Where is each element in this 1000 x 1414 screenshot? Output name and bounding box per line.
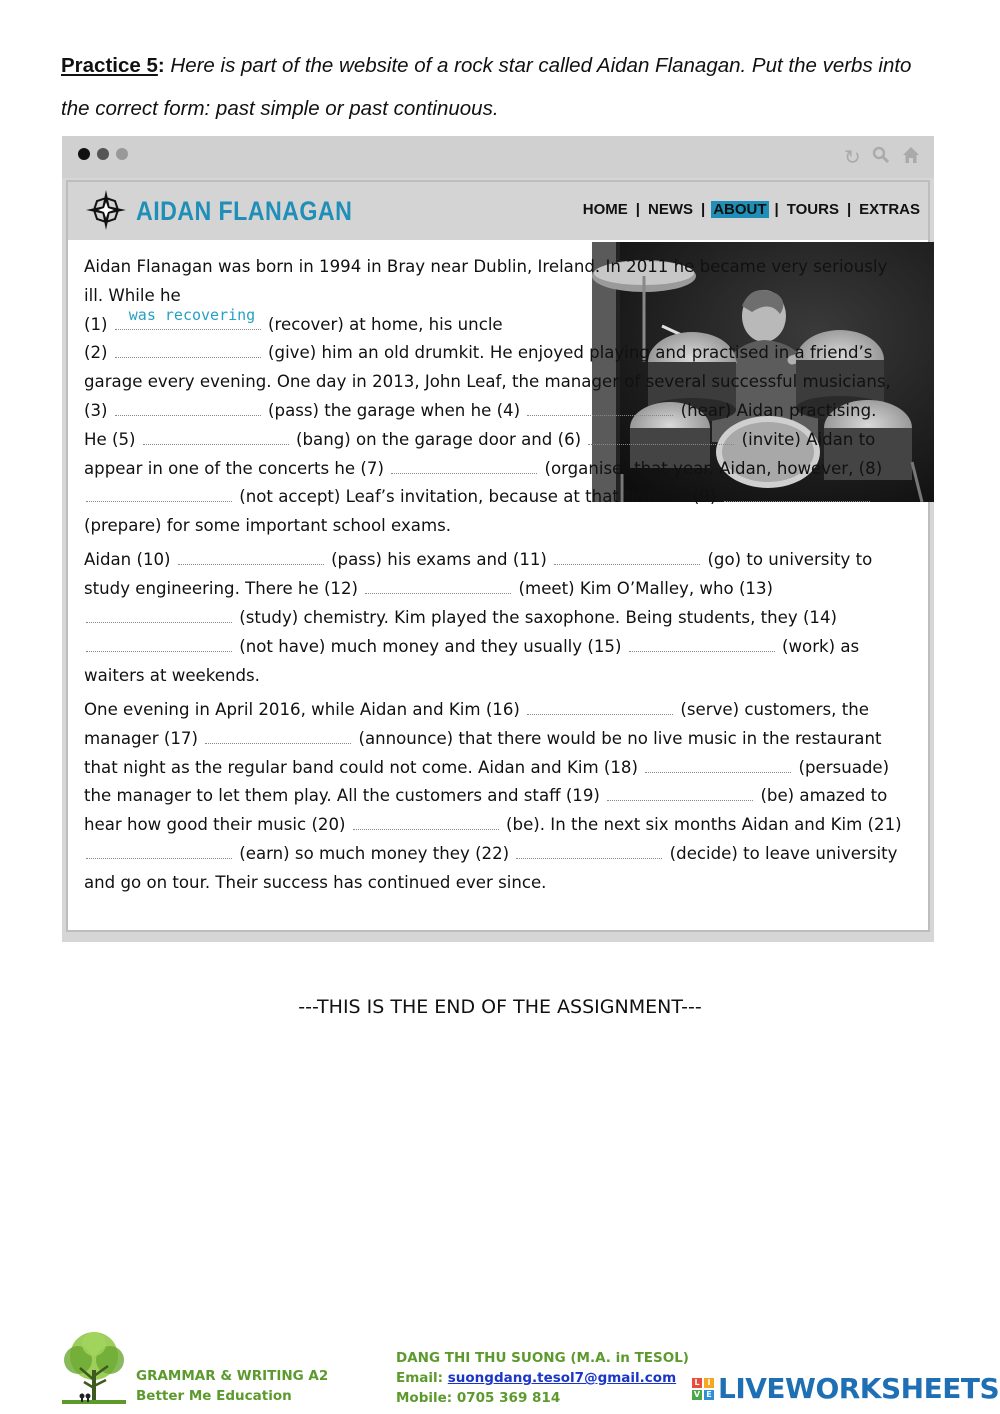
practice-colon: :	[157, 54, 165, 77]
email-label: Email:	[396, 1370, 448, 1386]
nav-about[interactable]: ABOUT	[713, 201, 767, 218]
text: (decide) to leave university and go on tour. Their success has continued ever since.	[84, 843, 898, 892]
text: (be). In the next six months Aidan and Kim	[500, 815, 868, 835]
blank-number: (10)	[136, 550, 176, 570]
text: Aidan	[84, 550, 137, 570]
article-body	[84, 253, 904, 898]
mobile-line: Mobile: 0705 369 814	[396, 1390, 561, 1406]
text: (pass) his exams and	[325, 550, 513, 570]
site-brand[interactable]: AIDAN FLANAGAN	[136, 196, 353, 226]
text: Aidan Flanagan was born in 1994 in Bray near Dublin, Ireland. In 2011 he became very seriously ill. While he	[84, 257, 888, 305]
home-icon[interactable]	[902, 145, 920, 171]
text: One evening in April 2016, while Aidan and Kim	[84, 699, 486, 719]
text: (meet) Kim O’Malley, who	[513, 579, 739, 599]
answer-blank-16[interactable]	[527, 700, 673, 715]
email-line	[396, 1368, 689, 1388]
text: (organise) that year. Aidan, however,	[539, 458, 859, 478]
answer-blank-2[interactable]	[115, 343, 261, 358]
text: (hear) Aidan practising. He	[84, 400, 877, 449]
blank-number: (21)	[867, 815, 902, 835]
text: (give) him an old drumkit. He enjoyed playing and practised in a friend’s garage every evening. One day in 2013, John Leaf, the manager of several successful musicians,	[84, 343, 891, 392]
tile-i: I	[704, 1378, 714, 1388]
blank-number: (20)	[311, 815, 351, 835]
text: (serve) customers, the manager	[84, 699, 869, 748]
text: (go) to university to study engineering. There he	[84, 550, 873, 599]
text: (announce) that there would be no live music in the restaurant that night as the regular band could not come. Aidan and Kim	[84, 728, 882, 777]
text: (study) chemistry. Kim played the saxophone. Being students, they	[234, 608, 803, 628]
blank-number: (17)	[163, 728, 204, 748]
blank-number: (22)	[475, 843, 515, 863]
text: (not have) much money and they usually	[234, 636, 588, 656]
paragraph-1	[84, 253, 904, 541]
window-dot-close[interactable]	[78, 148, 90, 160]
nav-separator: |	[774, 201, 779, 218]
text: (persuade) the manager to let them play. All the customers and staff	[84, 757, 890, 806]
nav-extras[interactable]: EXTRAS	[859, 201, 920, 218]
tree-logo-icon	[58, 1330, 130, 1408]
instructions-text: Here is part of the website of a rock star called Aidan Flanagan. Put the verbs into the correct form: past simple or past continuous.	[61, 54, 912, 120]
footer-course	[136, 1366, 328, 1406]
answer-blank-21[interactable]	[86, 844, 232, 859]
tile-e: E	[704, 1390, 714, 1400]
practice-label: Practice 5	[61, 54, 158, 77]
answer-blank-8[interactable]	[86, 487, 232, 502]
text: (prepare) for some important school exams.	[84, 516, 452, 536]
text: (bang) on the garage door and	[290, 429, 558, 449]
answer-blank-4[interactable]	[527, 401, 673, 416]
answer-blank-14[interactable]	[86, 637, 232, 652]
blank-number: (6)	[557, 429, 587, 449]
star-icon	[84, 188, 128, 232]
text: (recover) at home, his uncle	[262, 314, 503, 334]
answer-blank-11[interactable]	[554, 550, 700, 565]
site-header	[68, 182, 928, 240]
instructions	[61, 44, 941, 130]
nav-separator: |	[700, 201, 706, 218]
nav-tours[interactable]: TOURS	[786, 201, 839, 218]
answer-blank-1[interactable]	[115, 305, 261, 330]
blank-number: (19)	[565, 786, 606, 806]
answer-blank-19[interactable]	[607, 786, 753, 801]
answer-text-1[interactable]: was recovering	[128, 305, 256, 324]
window-dot-maximize[interactable]	[116, 148, 128, 160]
text: (not accept) Leaf’s invitation, because at that time he	[234, 487, 693, 507]
blank-number: (2)	[84, 343, 113, 363]
answer-blank-10[interactable]	[178, 550, 324, 565]
nav-home[interactable]: HOME	[582, 201, 628, 218]
nav-news[interactable]: NEWS	[647, 201, 693, 218]
text: (invite) Aidan to appear in one of the concerts he	[84, 429, 876, 478]
search-icon[interactable]	[872, 145, 890, 171]
blank-number: (7)	[360, 458, 390, 478]
footer-contact	[396, 1348, 689, 1408]
blank-number: (14)	[802, 608, 838, 628]
author-name: DANG THI THU SUONG (M.A. in TESOL)	[396, 1350, 689, 1366]
nav-separator: |	[635, 201, 640, 218]
liveworksheets-word: LIVEWORKSHEETS	[718, 1372, 1000, 1405]
tile-v: V	[693, 1389, 701, 1399]
window-dot-minimize[interactable]	[97, 148, 109, 160]
nav-separator: |	[846, 201, 852, 218]
blank-number: (1)	[84, 314, 113, 334]
answer-blank-22[interactable]	[516, 844, 662, 859]
answer-blank-17[interactable]	[205, 729, 351, 744]
end-of-assignment: ---THIS IS THE END OF THE ASSIGNMENT---	[298, 996, 702, 1018]
answer-blank-5[interactable]	[143, 430, 289, 445]
website-page	[66, 180, 930, 932]
answer-blank-6[interactable]	[588, 430, 734, 445]
text: (earn) so much money they	[234, 843, 476, 863]
answer-blank-20[interactable]	[353, 815, 499, 830]
blank-number: (16)	[485, 699, 526, 719]
answer-blank-12[interactable]	[365, 579, 511, 594]
paragraph-2	[84, 546, 904, 690]
blank-number: (3)	[84, 400, 113, 420]
blank-number: (5)	[111, 429, 141, 449]
blank-number: (12)	[323, 579, 364, 599]
school-name: Better Me Education	[136, 1388, 292, 1404]
blank-number: (11)	[512, 550, 553, 570]
blank-number: (4)	[496, 400, 526, 420]
answer-blank-18[interactable]	[645, 758, 791, 773]
answer-blank-3[interactable]	[115, 401, 261, 416]
paragraph-3	[84, 696, 904, 898]
answer-blank-15[interactable]	[629, 637, 775, 652]
text: (work) as waiters at weekends.	[84, 636, 860, 685]
blank-number: (9)	[692, 487, 722, 507]
answer-blank-13[interactable]	[86, 608, 232, 623]
blank-number: (13)	[738, 579, 774, 599]
email-link[interactable]: suongdang.tesol7@gmail.com	[447, 1370, 677, 1386]
tile-l: L	[692, 1378, 702, 1388]
text: (be) amazed to hear how good their music	[84, 786, 888, 835]
text: (pass) the garage when he	[262, 400, 497, 420]
course-title: GRAMMAR & WRITING A2	[136, 1368, 329, 1384]
answer-blank-9[interactable]	[724, 487, 870, 502]
site-nav	[581, 201, 922, 218]
blank-number: (18)	[603, 757, 644, 777]
refresh-icon[interactable]: ↻	[844, 147, 861, 169]
browser-toolbar	[62, 136, 934, 178]
liveworksheets-logo	[692, 1372, 999, 1405]
browser-window	[62, 136, 934, 942]
answer-blank-7[interactable]	[391, 459, 537, 474]
blank-number: (8)	[858, 458, 883, 478]
blank-number: (15)	[587, 636, 627, 656]
liveworksheets-tiles-icon	[692, 1378, 714, 1400]
